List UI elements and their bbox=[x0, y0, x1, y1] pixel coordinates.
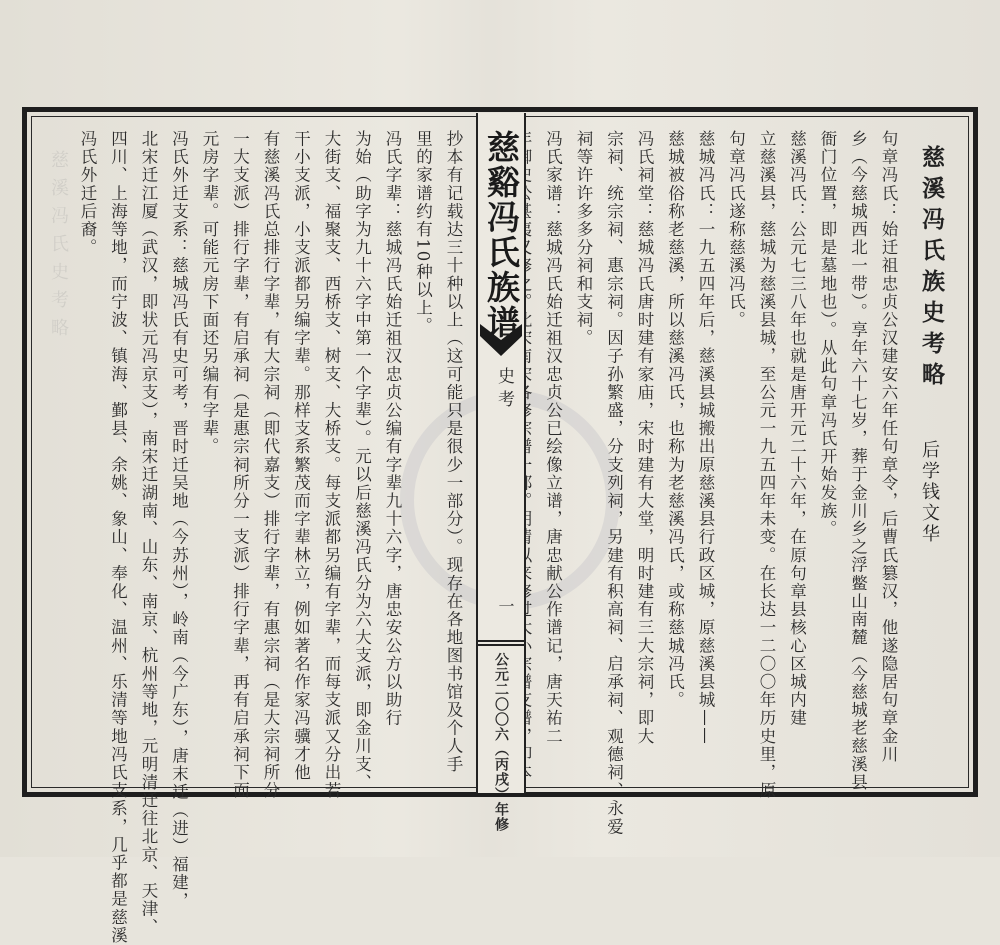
bleed-through-text: 慈溪冯氏史考略 bbox=[48, 150, 69, 346]
text-column: 有慈溪冯氏总排行字辈，有大宗祠（即代嘉支）排行字辈，有惠宗祠（是大宗祠所分 bbox=[261, 130, 280, 800]
text-column: 冯氏字辈：慈城冯氏始迁祖汉忠贞公编有字辈九十六字，唐忠安公方以助行 bbox=[383, 130, 402, 728]
spine-edition: 公元二〇〇六（丙戌）年修 bbox=[493, 652, 509, 832]
text-column: 为始（助字为九十六字中第一个字辈）。元以后慈溪冯氏分为六大支派，即金川支、 bbox=[352, 130, 372, 792]
text-column: 乡（今慈城西北一带）。享年六十七岁，葬于金川乡之浮鳖山南麓（今慈城老慈溪县 bbox=[848, 130, 868, 792]
text-column: 冯氏家谱：慈城冯氏始迁祖汉忠贞公已绘像立谱，唐忠献公作谱记，唐天祐二 bbox=[543, 130, 563, 746]
text-column: 干小支派，小支派都另编字辈。那样支系繁茂而字辈林立，例如著名作家冯骥才他 bbox=[291, 130, 311, 782]
text-column: 祠等许许多多分祠和支祠。 bbox=[574, 130, 593, 348]
text-column: 冯氏外迁支系：慈城冯氏有史可考，晋时迁吴地（今苏州），岭南（今广东），唐末迁（进）福建， bbox=[169, 130, 189, 910]
text-column: 抄本有记载达三十种以上（这可能只是很少一部分）。现存在各地图书馆及个人手 bbox=[444, 130, 463, 774]
text-column: 北宋迁江厦（武汉，即状元冯京支），南宋迁湖南、山东、南京、杭州等地，元明清迁往北京、天津、 bbox=[139, 130, 158, 937]
spine-section: 史考 bbox=[494, 367, 514, 413]
text-column: 句章冯氏遂称慈溪冯氏。 bbox=[726, 130, 746, 330]
spine-divider bbox=[478, 640, 524, 646]
text-column: 衙门位置，即是墓地也）。从此句章冯氏开始发族。 bbox=[818, 130, 837, 539]
author-name: 后学钱文华 bbox=[919, 440, 940, 545]
text-column: 立慈溪县，慈城为慈溪县城，至公元一九五四年未变。在长达一二〇〇年历史里，原 bbox=[757, 130, 776, 800]
text-column: 慈溪冯氏：公元七三八年也就是唐开元二十六年，在原句章县核心区城内建 bbox=[787, 130, 807, 728]
text-column: 句章冯氏：始迁祖忠贞公汉建安六年任句章令，后曹氏篡汉，他遂隐居句章金川 bbox=[879, 130, 898, 764]
text-column: 宗祠、统宗祠、惠宗祠。因子孙繁盛，分支列祠，另建有积高祠、启承祠、观德祠、永爱 bbox=[604, 130, 624, 836]
text-column: 冯氏外迁后裔。 bbox=[78, 130, 97, 257]
text-column: 元房字辈。可能元房下面还另编有字辈。 bbox=[200, 130, 219, 456]
text-column: 一大支派）排行字辈，有启承祠（是惠宗祠所分一支派）排行字辈，再有启承祠下面 bbox=[230, 130, 250, 800]
fish-tail-mark-icon bbox=[478, 322, 524, 358]
text-column: 冯氏祠堂：慈城冯氏唐时建有家庙，宋时建有大堂，明时建有三大宗祠，即大 bbox=[635, 130, 654, 746]
spine-page-number: 一 bbox=[496, 598, 515, 614]
text-column: 里的家谱约有10种以上。 bbox=[413, 130, 433, 336]
spine-book-title: 慈谿冯氏族谱 bbox=[482, 130, 521, 340]
text-column: 四川、上海等地，而宁波、镇海、鄞县、余姚、象山、奉化、温州、乐清等地冯氏支系，几乎都是慈溪 bbox=[108, 130, 128, 945]
text-column: 大街支、福聚支、西桥支、树支、大桥支。每支派都另编有字辈，而每支派又分出若 bbox=[322, 130, 341, 800]
chapter-title: 慈溪冯氏族史考略 bbox=[918, 145, 944, 393]
text-column: 慈城被俗称老慈溪，所以慈溪冯氏，也称为老慈溪冯氏，或称慈城冯氏。 bbox=[665, 130, 685, 710]
text-column: 慈城冯氏：一九五四年后，慈溪县城搬出原慈溪县行政区城，原慈溪县城—— bbox=[696, 130, 715, 746]
